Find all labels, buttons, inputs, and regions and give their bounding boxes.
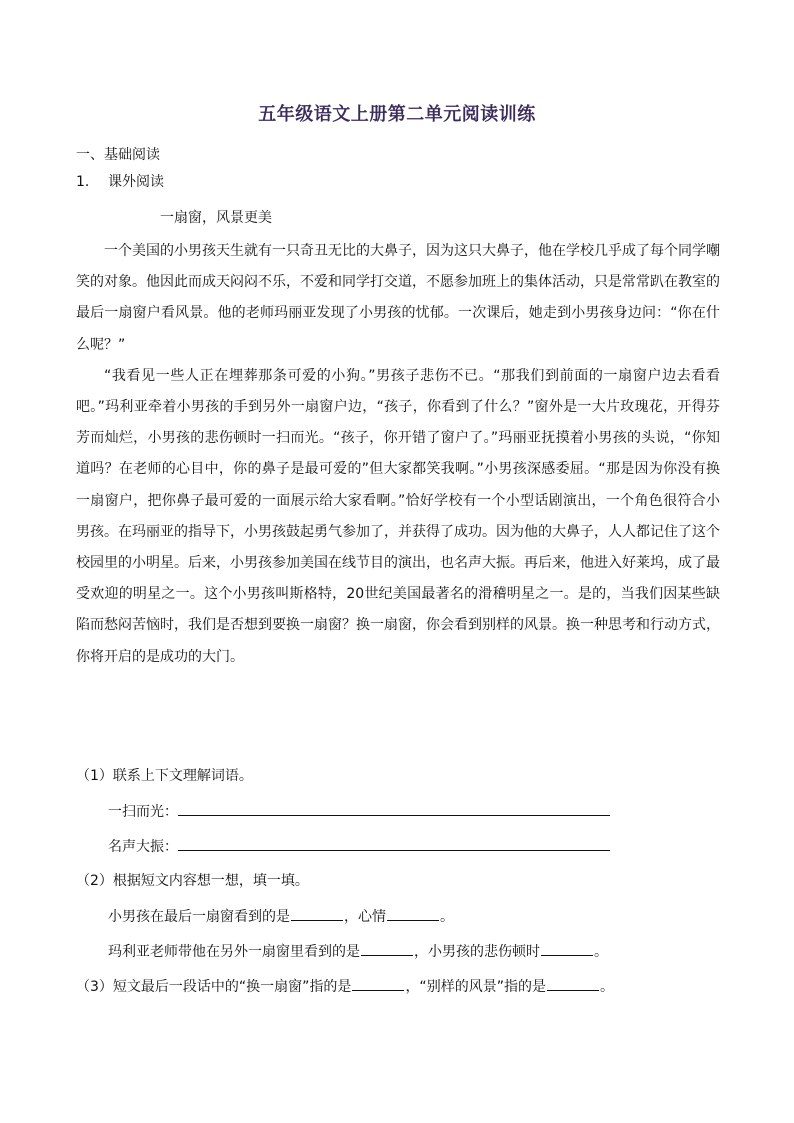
question-1-term-2: [108, 836, 610, 857]
question-2-line-1: [108, 906, 454, 927]
fill-text: 。: [594, 944, 608, 960]
answer-blank[interactable]: [387, 906, 439, 921]
term-label: 一扫而光：: [108, 804, 178, 820]
answer-blank[interactable]: [361, 941, 413, 956]
story-paragraph-2: “我看见一些人正在埋葬那条可爱的小狗。”男孩子悲伤不已。“那我们到前面的一扇窗户边去看看吧。”玛利亚牵着小男孩的手到另外一扇窗户边，“孩子，你看到了什么？”窗外是一大片玫瑰花，开得芬芳而灿烂，小男孩的悲伤顿时一扫而光。“孩子，你开错了窗户了。”玛丽亚抚摸着小男孩的头说，“你知道吗？在老师的心目中，你的鼻子是最可爱的”但大家都笑我啊。”小男孩深感委屈。“那是因为你没有换一扇窗户，把你鼻子最可爱的一面展示给大家看啊。”恰好学校有一个小型话剧演出，一个角色很符合小男孩。在玛丽亚的指导下，小男孩鼓起勇气参加了，并获得了成功。因为他的大鼻子，人人都记住了这个校园里的小明星。后来，小男孩参加美国在线节目的演出，也名声大振。再后来，他进入好莱坞，成了最受欢迎的明星之一。这个小男孩叫斯格特，20世纪美国最著名的滑稽明星之一。是的，当我们因某些缺陷而愁闷苦恼时，我们是否想到要换一扇窗？换一扇窗，你会看到别样的风景。换一种思考和行动方式，你将开启的是成功的大门。: [76, 367, 720, 665]
answer-blank[interactable]: [547, 976, 599, 991]
question-3: [76, 976, 614, 997]
fill-text: ，小男孩的悲伤顿时: [414, 944, 540, 960]
answer-blank[interactable]: [352, 976, 404, 991]
term-label: 名声大振：: [108, 839, 178, 855]
fill-text: 。: [599, 979, 614, 995]
story-paragraph-1: 一个美国的小男孩天生就有一只奇丑无比的大鼻子，因为这只大鼻子，他在学校几乎成了每个同学嘲笑的对象。他因此而成天闷闷不乐，不爱和同学打交道，不愿参加班上的集体活动，只是常常趴在教室的最后一扇窗户看风景。他的老师玛丽亚发现了小男孩的忧郁。一次课后，她走到小男孩身边问：“你在什么呢？”: [76, 243, 720, 353]
answer-blank[interactable]: [178, 801, 610, 816]
answer-blank[interactable]: [291, 906, 343, 921]
fill-text: 小男孩在最后一扇窗看到的是: [108, 909, 290, 925]
answer-blank[interactable]: [541, 941, 593, 956]
question-3-number: （3）: [76, 979, 113, 995]
section-heading: 一、基础阅读: [76, 147, 160, 163]
fill-text: 。: [440, 909, 454, 925]
item-number: 1.: [76, 174, 90, 190]
fill-text: ，心情: [344, 909, 386, 925]
question-2-prompt: 根据短文内容想一想，填一填。: [112, 873, 309, 889]
question-1-prompt: 联系上下文理解词语。: [112, 768, 253, 784]
question-1-term-1: [108, 801, 610, 822]
fill-text: 短文最后一段话中的“换一扇窗”指的是: [112, 979, 352, 995]
story-body: [76, 236, 720, 673]
question-2: [76, 871, 309, 891]
story-title: 一扇窗，风景更美: [160, 210, 272, 226]
question-2-line-2: [108, 941, 608, 962]
answer-blank[interactable]: [178, 836, 610, 851]
question-2-number: （2）: [76, 873, 113, 889]
question-1: [76, 766, 253, 786]
fill-text: ，“别样的风景”指的是: [405, 979, 546, 995]
question-1-number: （1）: [76, 768, 113, 784]
fill-text: 玛利亚老师带他在另外一扇窗里看到的是: [108, 944, 360, 960]
document-title: 五年级语文上册第二单元阅读训练: [258, 104, 536, 125]
item-label: 课外阅读: [108, 174, 164, 190]
